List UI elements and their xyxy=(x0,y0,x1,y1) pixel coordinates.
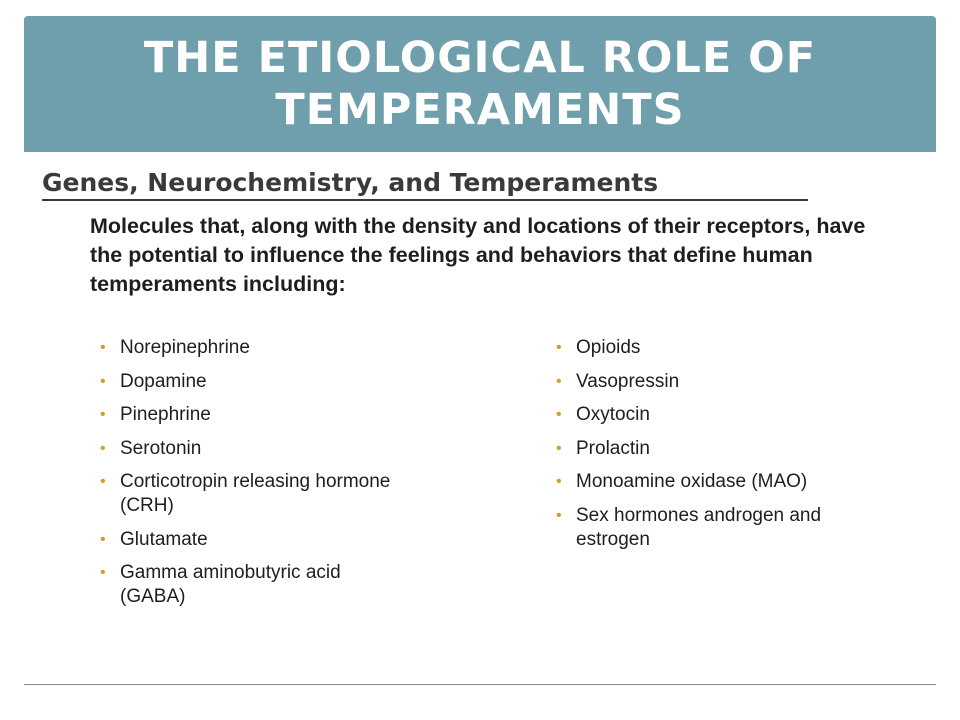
list-item-label: Prolactin xyxy=(576,437,650,459)
bullet-icon: • xyxy=(100,473,106,490)
list-item xyxy=(556,437,896,461)
list-item-label: Glutamate xyxy=(120,528,208,550)
list-item-label: Dopamine xyxy=(120,370,207,392)
intro-paragraph: Molecules that, along with the density and locations of their receptors, have the potential to influence the feelings and behaviors that define human temperaments including: xyxy=(90,214,866,296)
bullet-icon: • xyxy=(100,564,106,581)
list-item xyxy=(100,403,400,427)
list-item-label: Pinephrine xyxy=(120,404,211,425)
list-item-label: Gamma aminobutyric acid (GABA) xyxy=(120,562,341,607)
bullet-icon: • xyxy=(556,439,562,457)
list-item xyxy=(100,370,400,394)
bullet-icon: • xyxy=(100,439,106,457)
bullet-icon: • xyxy=(556,372,562,390)
list-item xyxy=(556,370,896,394)
list-item-label: Opioids xyxy=(576,337,641,358)
left-bullet-list xyxy=(100,336,400,619)
bullet-icon: • xyxy=(556,406,562,423)
list-item xyxy=(556,336,896,360)
title-banner xyxy=(24,16,936,152)
right-bullet-list xyxy=(556,336,896,561)
footer-divider xyxy=(24,684,936,685)
list-item xyxy=(100,470,400,518)
list-item-label: Serotonin xyxy=(120,437,202,459)
list-item-label: Monoamine oxidase (MAO) xyxy=(576,471,808,492)
list-item xyxy=(100,528,400,552)
list-item xyxy=(100,437,400,461)
bullet-icon: • xyxy=(556,339,562,356)
bullet-icon: • xyxy=(100,530,106,548)
list-item xyxy=(556,403,896,427)
bullet-icon: • xyxy=(100,406,106,423)
list-item xyxy=(100,561,400,609)
list-item-label: Norepinephrine xyxy=(120,337,250,358)
bullet-icon: • xyxy=(556,506,562,524)
list-item xyxy=(556,470,896,494)
bullet-icon: • xyxy=(100,372,106,390)
list-item xyxy=(556,504,896,552)
slide-title: THE ETIOLOGICAL ROLE OF TEMPERAMENTS xyxy=(143,33,817,135)
section-subtitle: Genes, Neurochemistry, and Temperaments xyxy=(42,167,808,201)
list-item-label: Vasopressin xyxy=(576,370,680,392)
list-item-label: Oxytocin xyxy=(576,404,650,425)
list-item xyxy=(100,336,400,360)
list-item-label: Corticotropin releasing hormone (CRH) xyxy=(120,471,391,516)
list-item-label: Sex hormones androgen and estrogen xyxy=(576,504,822,550)
bullet-icon: • xyxy=(100,339,106,356)
bullet-icon: • xyxy=(556,473,562,490)
